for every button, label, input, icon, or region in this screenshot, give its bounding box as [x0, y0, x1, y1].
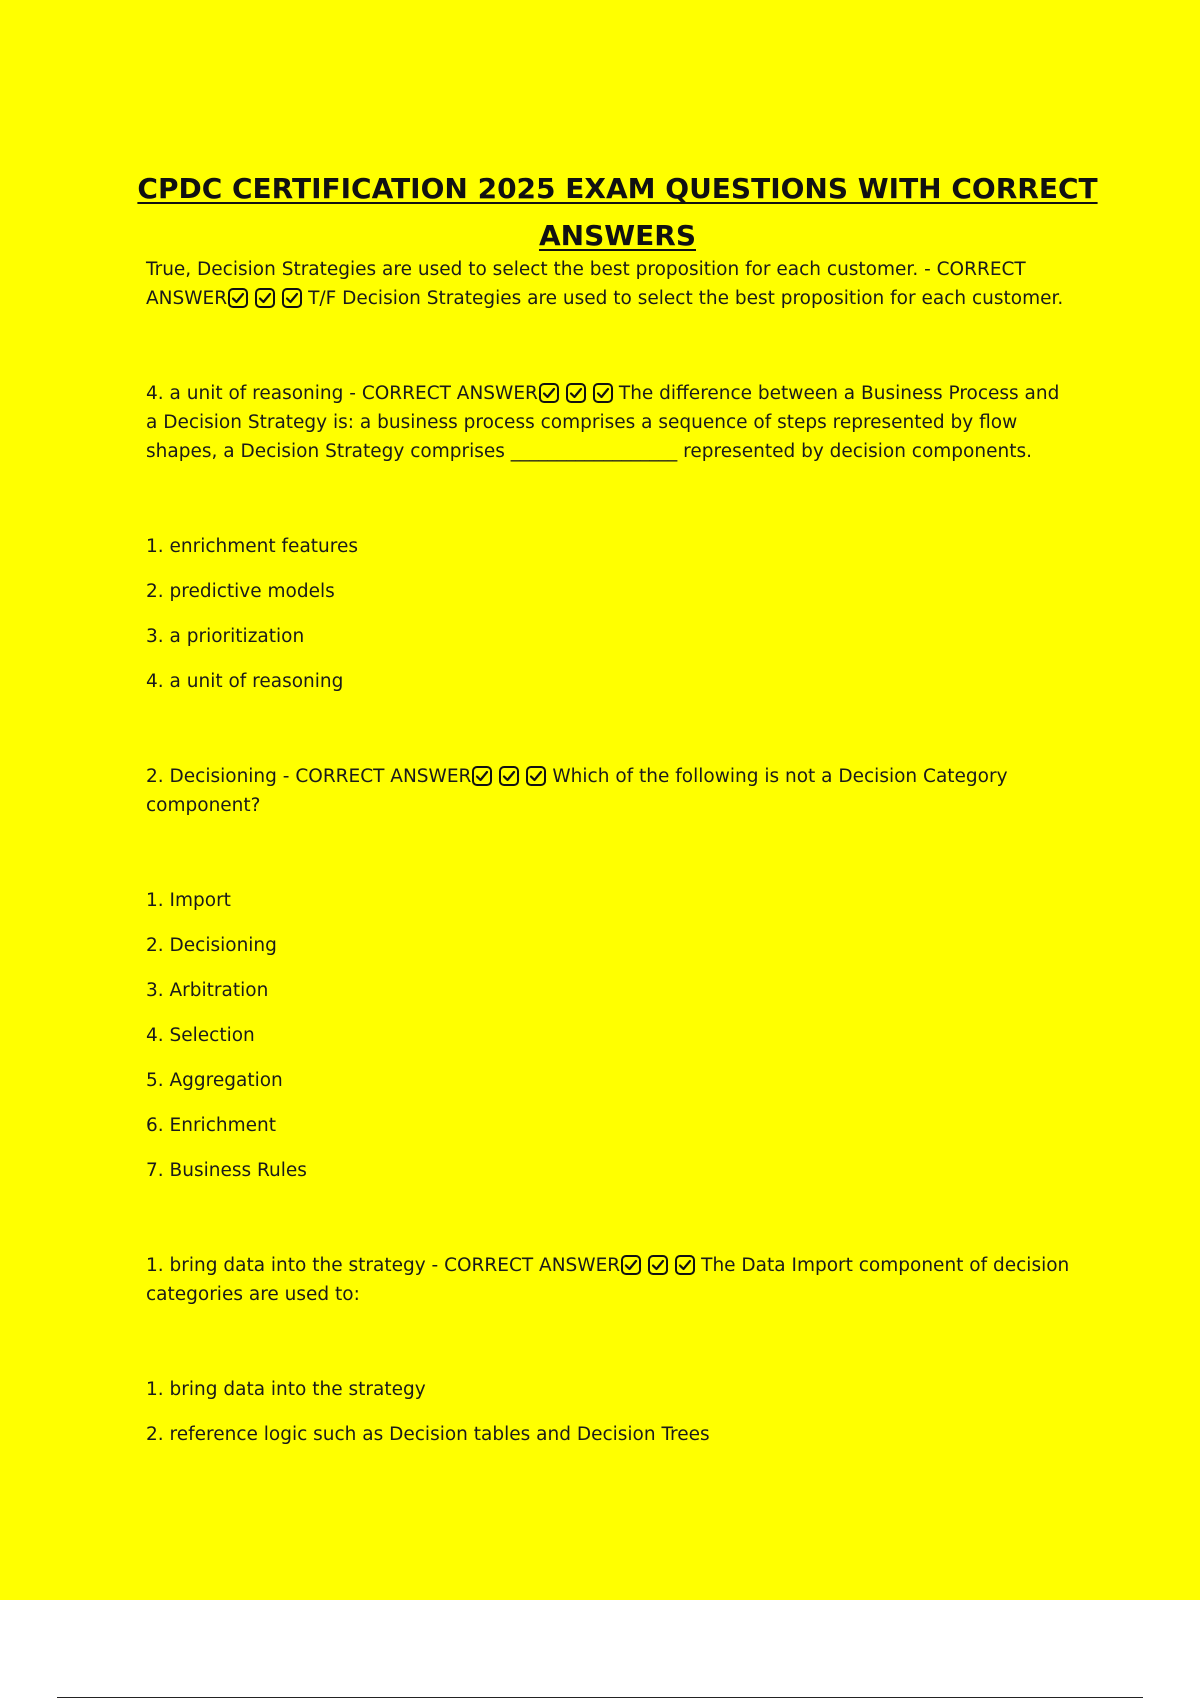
option-item: 5. Aggregation [146, 1070, 283, 1091]
qa-block-4 [146, 1251, 1076, 1309]
options-list-4 [146, 1375, 1076, 1465]
question-text: T/F Decision Strategies are used to select the best proposition for each customer. [308, 288, 1064, 309]
checkbox-check-icon [592, 382, 614, 404]
option-item: 2. reference logic such as Decision tables and Decision Trees [146, 1424, 710, 1445]
checkbox-check-icon [281, 287, 303, 309]
qa-block-1 [146, 255, 1076, 313]
answer-text: 4. a unit of reasoning - CORRECT ANSWER [146, 383, 538, 404]
option-item: 3. a prioritization [146, 626, 305, 647]
checkbox-check-icon [471, 765, 493, 787]
option-item: 7. Business Rules [146, 1160, 307, 1181]
question-text: The difference between a Business Process and a Decision Strategy is: a business process comprises a sequence of steps represented by flow shapes, a Decision Strategy comprises [146, 383, 1060, 462]
option-item: 6. Enrichment [146, 1115, 276, 1136]
footer-divider [57, 1697, 1143, 1698]
question-text: Which of the following is not a Decision Category component? [146, 766, 1008, 816]
option-item: 1. bring data into the strategy [146, 1379, 426, 1400]
qa-block-2 [146, 379, 1076, 466]
document-body [146, 255, 1076, 1465]
option-item: 2. predictive models [146, 581, 335, 602]
option-item: 4. a unit of reasoning [146, 671, 344, 692]
checkbox-check-icon [565, 382, 587, 404]
answer-text: 1. bring data into the strategy - CORRECT ANSWER [146, 1255, 621, 1276]
options-list-3 [146, 886, 1076, 1201]
checkbox-check-icon [538, 382, 560, 404]
check-group [620, 1251, 701, 1280]
checkbox-check-icon [525, 765, 547, 787]
answer-text: True, Decision Strategies are used to select the best proposition for each customer. - CORRECT ANSWER [146, 259, 1026, 309]
question-text: The Data Import component of decision categories are used to: [146, 1255, 1070, 1305]
checkbox-check-icon [498, 765, 520, 787]
question-text-end: represented by decision components. [683, 441, 1032, 462]
options-list-2 [146, 532, 1076, 712]
document-title: CPDC CERTIFICATION 2025 EXAM QUESTIONS WITH CORRECT ANSWERS [137, 171, 1098, 252]
checkbox-check-icon [620, 1254, 642, 1276]
answer-text: 2. Decisioning - CORRECT ANSWER [146, 766, 472, 787]
checkbox-check-icon [254, 287, 276, 309]
check-group [538, 379, 619, 408]
option-item: 2. Decisioning [146, 935, 277, 956]
checkbox-check-icon [674, 1254, 696, 1276]
checkbox-check-icon [227, 287, 249, 309]
checkbox-check-icon [647, 1254, 669, 1276]
check-group [471, 762, 552, 791]
check-group [227, 284, 308, 313]
fill-in-blank: __________________ [510, 441, 678, 462]
option-item: 3. Arbitration [146, 980, 269, 1001]
option-item: 1. Import [146, 890, 231, 911]
qa-block-3 [146, 762, 1076, 820]
option-item: 1. enrichment features [146, 536, 358, 557]
option-item: 4. Selection [146, 1025, 255, 1046]
